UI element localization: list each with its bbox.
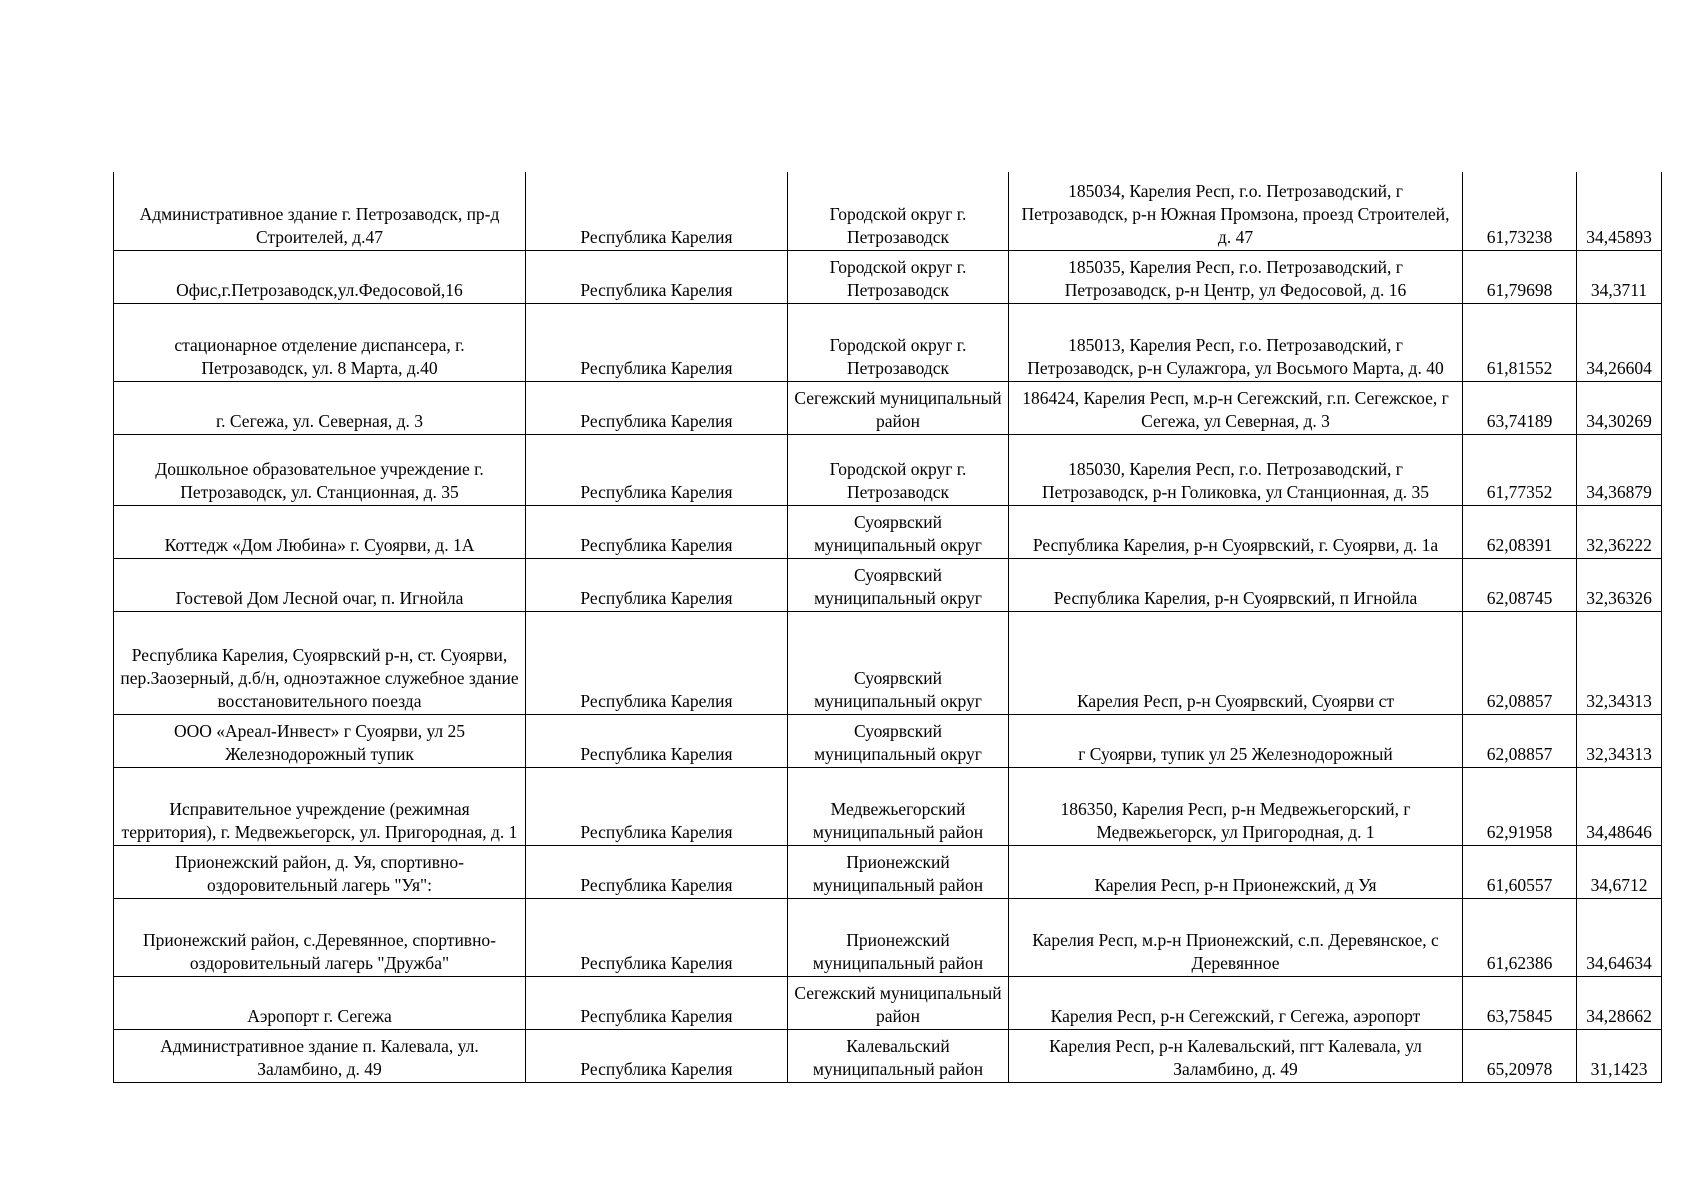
municipality-cell: Калевальский муниципальный район xyxy=(788,1029,1009,1082)
address-cell: Республика Карелия, р-н Суоярвский, п Игнойла xyxy=(1009,558,1463,611)
table-row xyxy=(114,172,1662,250)
region-cell: Республика Карелия xyxy=(526,845,788,898)
longitude-cell: 34,26604 xyxy=(1577,303,1662,381)
longitude-cell: 34,36879 xyxy=(1577,434,1662,505)
latitude-cell: 62,08391 xyxy=(1463,505,1577,558)
region-cell: Республика Карелия xyxy=(526,172,788,250)
object-name-cell: Офис,г.Петрозаводск,ул.Федосовой,16 xyxy=(114,250,526,303)
table-row xyxy=(114,1029,1662,1082)
object-name-cell: г. Сегежа, ул. Северная, д. 3 xyxy=(114,381,526,434)
latitude-cell: 63,75845 xyxy=(1463,976,1577,1029)
region-cell: Республика Карелия xyxy=(526,558,788,611)
municipality-cell: Городской округ г. Петрозаводск xyxy=(788,172,1009,250)
longitude-cell: 34,48646 xyxy=(1577,767,1662,845)
object-name-cell: Административное здание г. Петрозаводск, пр-д Строителей, д.47 xyxy=(114,172,526,250)
region-cell: Республика Карелия xyxy=(526,714,788,767)
longitude-cell: 34,6712 xyxy=(1577,845,1662,898)
municipality-cell: Прионежский муниципальный район xyxy=(788,898,1009,976)
region-cell: Республика Карелия xyxy=(526,767,788,845)
municipality-cell: Прионежский муниципальный район xyxy=(788,845,1009,898)
longitude-cell: 34,64634 xyxy=(1577,898,1662,976)
table-row xyxy=(114,611,1662,714)
object-name-cell: Республика Карелия, Суоярвский р-н, ст. Суоярви, пер.Заозерный, д.б/н, одноэтажное служебное здание восстановительного поезда xyxy=(114,611,526,714)
region-cell: Республика Карелия xyxy=(526,381,788,434)
municipality-cell: Городской округ г. Петрозаводск xyxy=(788,434,1009,505)
latitude-cell: 62,91958 xyxy=(1463,767,1577,845)
municipality-cell: Сегежский муниципальный район xyxy=(788,381,1009,434)
address-cell: Карелия Респ, м.р-н Прионежский, с.п. Деревянское, с Деревянное xyxy=(1009,898,1463,976)
region-cell: Республика Карелия xyxy=(526,611,788,714)
address-cell: 185034, Карелия Респ, г.о. Петрозаводский, г Петрозаводск, р-н Южная Промзона, проезд Строителей, д. 47 xyxy=(1009,172,1463,250)
latitude-cell: 61,62386 xyxy=(1463,898,1577,976)
address-cell: Карелия Респ, р-н Прионежский, д Уя xyxy=(1009,845,1463,898)
region-cell: Республика Карелия xyxy=(526,505,788,558)
address-cell: Карелия Респ, р-н Сегежский, г Сегежа, аэропорт xyxy=(1009,976,1463,1029)
address-cell: 185030, Карелия Респ, г.о. Петрозаводский, г Петрозаводск, р-н Голиковка, ул Станционная, д. 35 xyxy=(1009,434,1463,505)
longitude-cell: 34,28662 xyxy=(1577,976,1662,1029)
region-cell: Республика Карелия xyxy=(526,898,788,976)
municipality-cell: Городской округ г. Петрозаводск xyxy=(788,250,1009,303)
municipality-cell: Суоярвский муниципальный округ xyxy=(788,505,1009,558)
table-row xyxy=(114,558,1662,611)
table-row xyxy=(114,434,1662,505)
municipality-cell: Суоярвский муниципальный округ xyxy=(788,714,1009,767)
longitude-cell: 31,1423 xyxy=(1577,1029,1662,1082)
latitude-cell: 61,81552 xyxy=(1463,303,1577,381)
table-body xyxy=(114,172,1662,1082)
object-name-cell: Прионежский район, с.Деревянное, спортивно-оздоровительный лагерь "Дружба" xyxy=(114,898,526,976)
latitude-cell: 63,74189 xyxy=(1463,381,1577,434)
latitude-cell: 62,08857 xyxy=(1463,611,1577,714)
table-row xyxy=(114,898,1662,976)
region-cell: Республика Карелия xyxy=(526,976,788,1029)
table-row xyxy=(114,505,1662,558)
municipality-cell: Городской округ г. Петрозаводск xyxy=(788,303,1009,381)
longitude-cell: 32,36326 xyxy=(1577,558,1662,611)
facilities-table xyxy=(113,172,1662,1083)
address-cell: 185035, Карелия Респ, г.о. Петрозаводский, г Петрозаводск, р-н Центр, ул Федосовой, д. 16 xyxy=(1009,250,1463,303)
region-cell: Республика Карелия xyxy=(526,303,788,381)
latitude-cell: 61,77352 xyxy=(1463,434,1577,505)
object-name-cell: Прионежский район, д. Уя, спортивно-оздоровительный лагерь "Уя": xyxy=(114,845,526,898)
address-cell: Карелия Респ, р-н Калевальский, пгт Калевала, ул Заламбино, д. 49 xyxy=(1009,1029,1463,1082)
object-name-cell: Коттедж «Дом Любина» г. Суоярви, д. 1А xyxy=(114,505,526,558)
latitude-cell: 61,79698 xyxy=(1463,250,1577,303)
region-cell: Республика Карелия xyxy=(526,250,788,303)
object-name-cell: Аэропорт г. Сегежа xyxy=(114,976,526,1029)
longitude-cell: 34,3711 xyxy=(1577,250,1662,303)
longitude-cell: 32,36222 xyxy=(1577,505,1662,558)
latitude-cell: 62,08745 xyxy=(1463,558,1577,611)
table-row xyxy=(114,303,1662,381)
municipality-cell: Суоярвский муниципальный округ xyxy=(788,558,1009,611)
longitude-cell: 32,34313 xyxy=(1577,714,1662,767)
municipality-cell: Сегежский муниципальный район xyxy=(788,976,1009,1029)
address-cell: 186350, Карелия Респ, р-н Медвежьегорский, г Медвежьегорск, ул Пригородная, д. 1 xyxy=(1009,767,1463,845)
object-name-cell: Гостевой Дом Лесной очаг, п. Игнойла xyxy=(114,558,526,611)
table-row xyxy=(114,976,1662,1029)
longitude-cell: 34,45893 xyxy=(1577,172,1662,250)
address-cell: Республика Карелия, р-н Суоярвский, г. Суоярви, д. 1а xyxy=(1009,505,1463,558)
address-cell: 186424, Карелия Респ, м.р-н Сегежский, г.п. Сегежское, г Сегежа, ул Северная, д. 3 xyxy=(1009,381,1463,434)
table-row xyxy=(114,767,1662,845)
table-row xyxy=(114,381,1662,434)
object-name-cell: стационарное отделение диспансера, г. Петрозаводск, ул. 8 Марта, д.40 xyxy=(114,303,526,381)
address-cell: Карелия Респ, р-н Суоярвский, Суоярви ст xyxy=(1009,611,1463,714)
object-name-cell: Дошкольное образовательное учреждение г. Петрозаводск, ул. Станционная, д. 35 xyxy=(114,434,526,505)
municipality-cell: Суоярвский муниципальный округ xyxy=(788,611,1009,714)
latitude-cell: 61,73238 xyxy=(1463,172,1577,250)
object-name-cell: Административное здание п. Калевала, ул. Заламбино, д. 49 xyxy=(114,1029,526,1082)
latitude-cell: 65,20978 xyxy=(1463,1029,1577,1082)
table-row xyxy=(114,714,1662,767)
longitude-cell: 32,34313 xyxy=(1577,611,1662,714)
municipality-cell: Медвежьегорский муниципальный район xyxy=(788,767,1009,845)
address-cell: 185013, Карелия Респ, г.о. Петрозаводский, г Петрозаводск, р-н Сулажгора, ул Восьмого Марта, д. 40 xyxy=(1009,303,1463,381)
table-row xyxy=(114,250,1662,303)
object-name-cell: ООО «Ареал-Инвест» г Суоярви, ул 25 Железнодорожный тупик xyxy=(114,714,526,767)
object-name-cell: Исправительное учреждение (режимная территория), г. Медвежьегорск, ул. Пригородная, д. 1 xyxy=(114,767,526,845)
region-cell: Республика Карелия xyxy=(526,434,788,505)
table-row xyxy=(114,845,1662,898)
address-cell: г Суоярви, тупик ул 25 Железнодорожный xyxy=(1009,714,1463,767)
latitude-cell: 62,08857 xyxy=(1463,714,1577,767)
region-cell: Республика Карелия xyxy=(526,1029,788,1082)
longitude-cell: 34,30269 xyxy=(1577,381,1662,434)
latitude-cell: 61,60557 xyxy=(1463,845,1577,898)
